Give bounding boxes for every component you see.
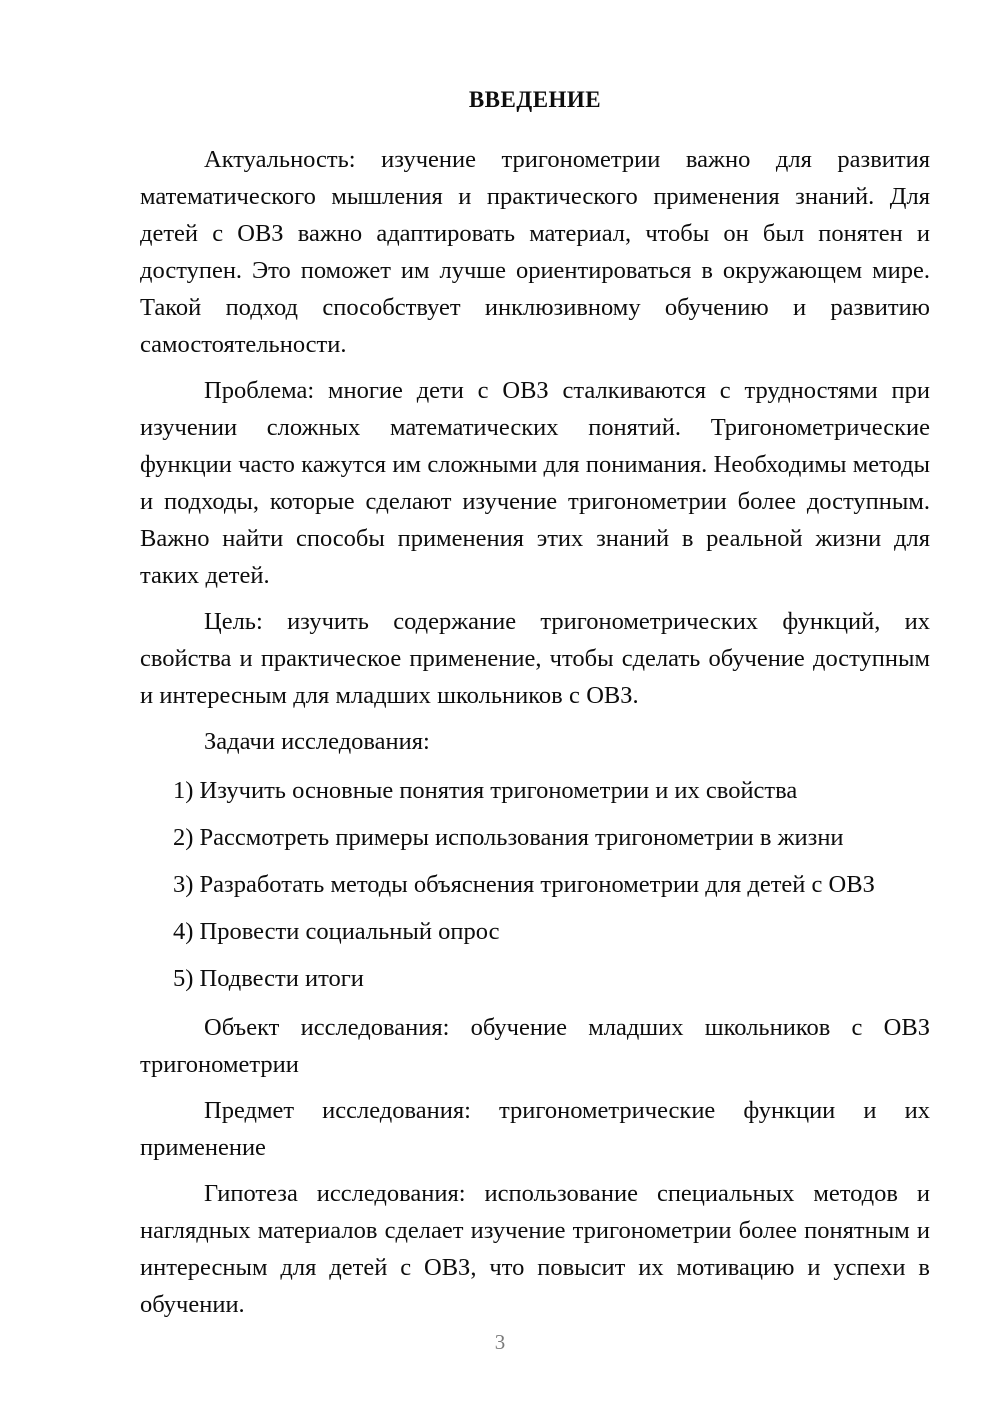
- paragraph-hypothesis: Гипотеза исследования: использование специальных методов и наглядных материалов сделает изучение тригонометрии более понятным и интересным для детей с ОВЗ, что повысит их мотивацию и успехи в обучении.: [140, 1179, 930, 1318]
- list-item: 1) Изучить основные понятия тригонометрии и их свойства: [173, 776, 798, 804]
- paragraph-problem: Проблема: многие дети с ОВЗ сталкиваются с трудностями при изучении сложных математических понятий. Тригонометрические функции часто кажутся им сложными для понимания. Необходимы методы и подходы, которые сделают изучение тригонометрии более доступным. Важно найти способы применения этих знаний в реальной жизни для таких детей.: [140, 376, 930, 589]
- paragraph-subject: Предмет исследования: тригонометрические функции и их применение: [140, 1096, 930, 1161]
- paragraph-relevance: Актуальность: изучение тригонометрии важно для развития математического мышления и практического применения знаний. Для детей с ОВЗ важно адаптировать материал, чтобы он был понятен и доступен. Это поможет им лучше ориентироваться в окружающем мире. Такой подход способствует инклюзивному обучению и развитию самостоятельности.: [140, 145, 930, 358]
- page-number: 3: [494, 1330, 506, 1354]
- list-item: 3) Разработать методы объяснения тригонометрии для детей с ОВЗ: [173, 870, 875, 898]
- list-item: 2) Рассмотреть примеры использования тригонометрии в жизни: [173, 823, 844, 851]
- list-item: 5) Подвести итоги: [173, 964, 364, 992]
- tasks-heading: Задачи исследования:: [204, 727, 430, 755]
- paragraph-object: Объект исследования: обучение младших школьников с ОВЗ тригонометрии: [140, 1013, 930, 1078]
- document-body: [140, 86, 930, 1332]
- tasks-list: [140, 772, 930, 997]
- page-title: ВВЕДЕНИЕ: [468, 87, 602, 112]
- paragraph-goal: Цель: изучить содержание тригонометрических функций, их свойства и практическое применение, чтобы сделать обучение доступным и интересным для младших школьников с ОВЗ.: [140, 607, 930, 709]
- list-item: 4) Провести социальный опрос: [173, 917, 500, 945]
